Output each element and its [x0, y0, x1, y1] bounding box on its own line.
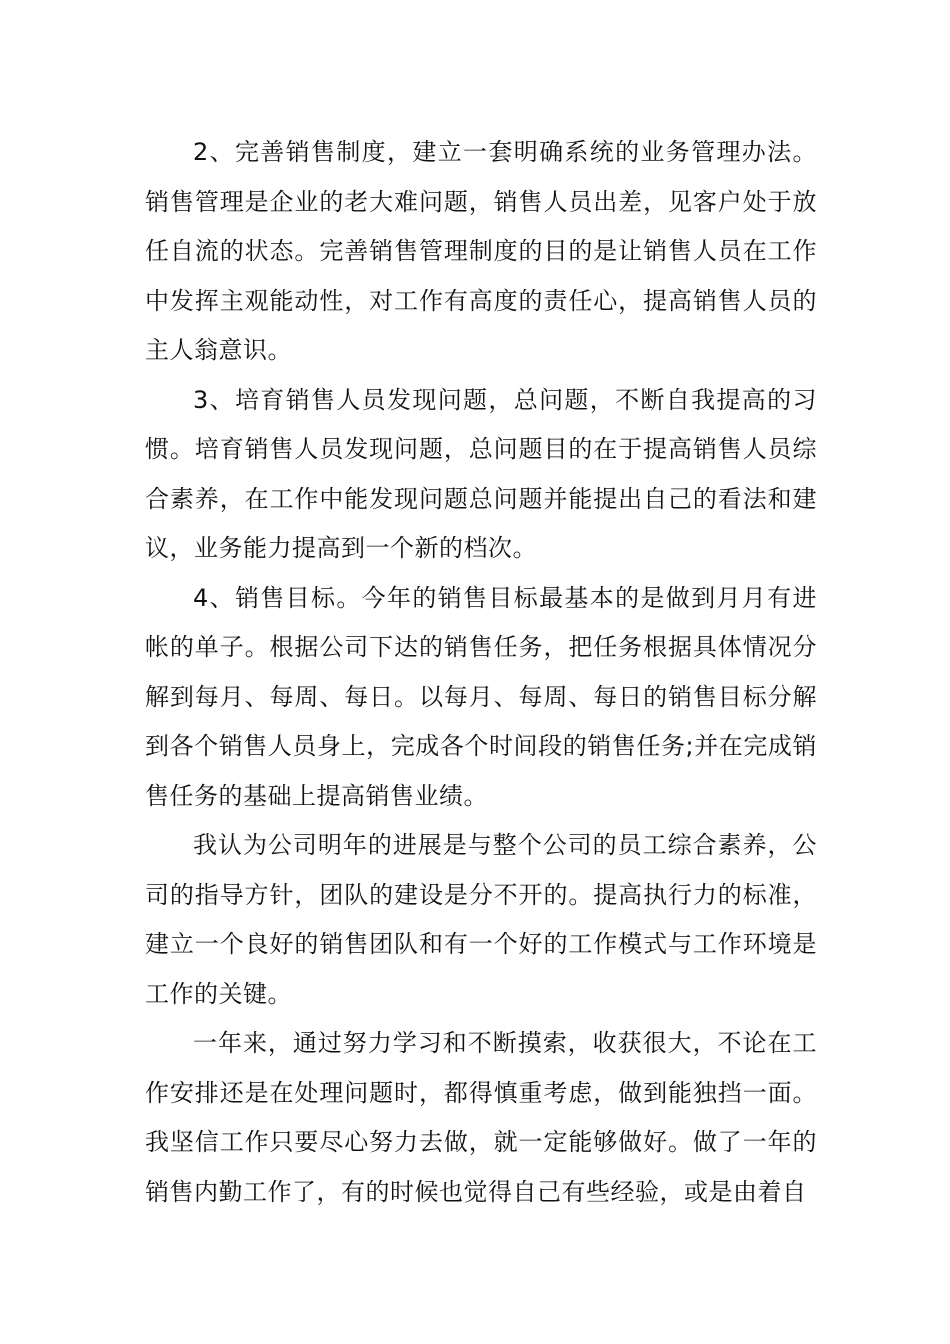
paragraph-sales-target: 4、销售目标。今年的销售目标最基本的是做到月月有进帐的单子。根据公司下达的销售任务，把任务根据具体情况分解到每月、每周、每日。以每月、每周、每日的销售目标分解到各个销售人员身上，完成各个时间段的销售任务;并在完成销售任务的基础上提高销售业绩。: [145, 583, 817, 810]
paragraph-company-development: 我认为公司明年的进展是与整个公司的员工综合素养，公司的指导方针，团队的建设是分不开的。提高执行力的标准，建立一个良好的销售团队和有一个好的工作模式与工作环境是工作的关键。: [145, 831, 817, 1008]
document-body: [145, 128, 817, 1217]
paragraph-problem-habits: 3、培育销售人员发现问题，总问题，不断自我提高的习惯。培育销售人员发现问题，总问题目的在于提高销售人员综合素养，在工作中能发现问题总问题并能提出自己的看法和建议，业务能力提高到一个新的档次。: [145, 385, 817, 562]
paragraph-sales-system: 2、完善销售制度，建立一套明确系统的业务管理办法。销售管理是企业的老大难问题，销售人员出差，见客户处于放任自流的状态。完善销售管理制度的目的是让销售人员在工作中发挥主观能动性，对工作有高度的责任心，提高销售人员的主人翁意识。: [145, 138, 817, 364]
paragraph-year-summary: 一年来，通过努力学习和不断摸索，收获很大，不论在工作安排还是在处理问题时，都得慎重考虑，做到能独挡一面。我坚信工作只要尽心努力去做，就一定能够做好。做了一年的销售内勤工作了，有的时候也觉得自己有些经验，或是由着自: [145, 1029, 817, 1206]
